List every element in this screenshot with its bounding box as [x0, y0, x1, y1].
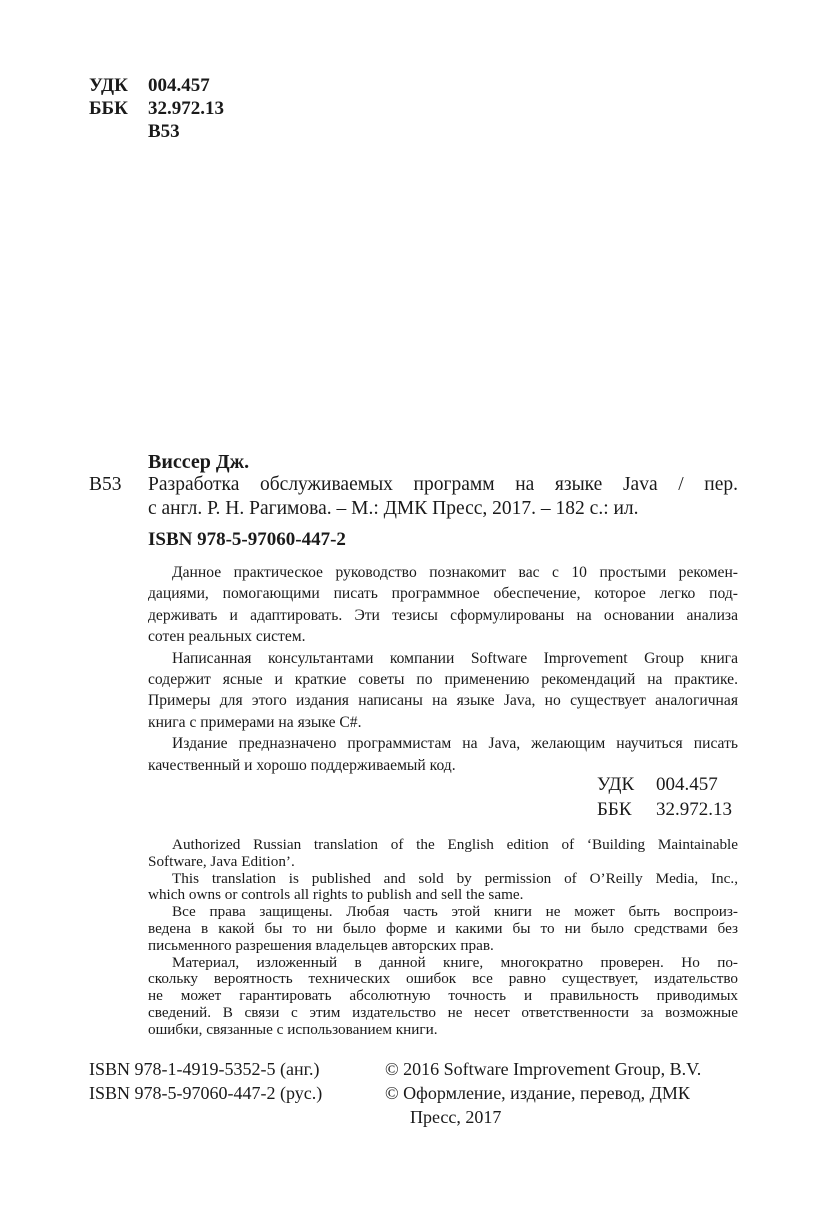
annotation-line: держивать и адаптировать. Эти тезисы сформулированы на основании анализа [148, 606, 738, 624]
legal-line: Материал, изложенный в данной книге, многократно проверен. Но по- [172, 953, 738, 971]
annotation-line: дациями, помогающими писать программное обеспечение, которое легко под- [148, 585, 738, 603]
annotation [148, 562, 738, 776]
udk-value: 004.457 [148, 75, 210, 96]
legal-line: ведена в какой бы то ни было форме и какими бы то ни было средствами без [148, 919, 738, 937]
legal-line: Все права защищены. Любая часть этой книги не может быть воспроиз- [172, 903, 738, 921]
annotation-line: качественный и хорошо поддерживаемый код. [148, 756, 456, 774]
annotation-line: Издание предназначено программистам на Java, желающим научиться писать [172, 735, 738, 753]
bbk-top [89, 97, 224, 120]
title-line: с англ. Р. Н. Рагимова. – М.: ДМК Пресс, 2017. – 182 с.: ил. [148, 498, 639, 519]
author-name: Виссер Дж. [148, 451, 250, 473]
legal-line: сведений. В связи с этим издательство не несет ответственности за возможные [148, 1003, 738, 1021]
udk-top [89, 74, 210, 97]
annotation-line: Примеры для этого издания написаны на языке Java, но существует аналогичная [148, 692, 738, 710]
udk-label: УДК [597, 774, 635, 795]
legal-line: ошибки, связанные с использованием книги. [148, 1020, 438, 1038]
bbk-value: 32.972.13 [656, 799, 732, 820]
legal-line: скольку вероятность технических ошибок все равно существует, издательство [148, 970, 738, 988]
author-mark-top [89, 120, 180, 143]
annotation-line: Написанная консультантами компании Software Improvement Group книга [172, 649, 738, 667]
bbk-value: 32.972.13 [148, 98, 224, 119]
author-mark-value: В53 [148, 121, 180, 142]
bbk-label: ББК [597, 799, 632, 820]
annotation-line: книга с примерами на языке C#. [148, 713, 362, 731]
annotation-line: Данное практическое руководство познакомит вас с 10 простыми рекомен- [172, 564, 738, 581]
legal-line: не может гарантировать абсолютную точность и правильность приводимых [148, 987, 738, 1005]
legal-line: This translation is published and sold by permission of O’Reilly Media, Inc., [172, 869, 738, 887]
copyright-translation-cont: Пресс, 2017 [410, 1107, 502, 1127]
legal-line: Software, Java Edition’. [148, 852, 295, 870]
copyright-translation: © Оформление, издание, перевод, ДМК [385, 1083, 690, 1103]
bbk-bottom [597, 797, 732, 823]
title-line: Разработка обслуживаемых программ на языке Java / пер. [148, 474, 738, 495]
isbn-russian: ISBN 978-5-97060-447-2 (рус.) [89, 1083, 323, 1103]
udk-value: 004.457 [656, 774, 718, 795]
bbk-label: ББК [89, 98, 128, 119]
annotation-line: сотен реальных систем. [148, 628, 306, 646]
legal-notice [148, 837, 738, 1039]
entry-mark: В53 [89, 474, 122, 495]
isbn-main: ISBN 978-5-97060-447-2 [148, 529, 346, 550]
isbn-english: ISBN 978-1-4919-5352-5 (анг.) [89, 1059, 320, 1079]
annotation-line: содержит ясные и краткие советы по применению рекомендаций на практике. [148, 671, 738, 689]
copyright-original: © 2016 Software Improvement Group, B.V. [385, 1059, 702, 1079]
legal-line: which owns or controls all rights to publish and sell the same. [148, 886, 524, 904]
udk-label: УДК [89, 75, 128, 96]
legal-line: Authorized Russian translation of the English edition of ‘Building Maintainable [172, 836, 738, 853]
legal-line: письменного разрешения владельцев авторских прав. [148, 936, 494, 954]
book-title [148, 473, 738, 521]
udk-bottom [597, 772, 718, 798]
